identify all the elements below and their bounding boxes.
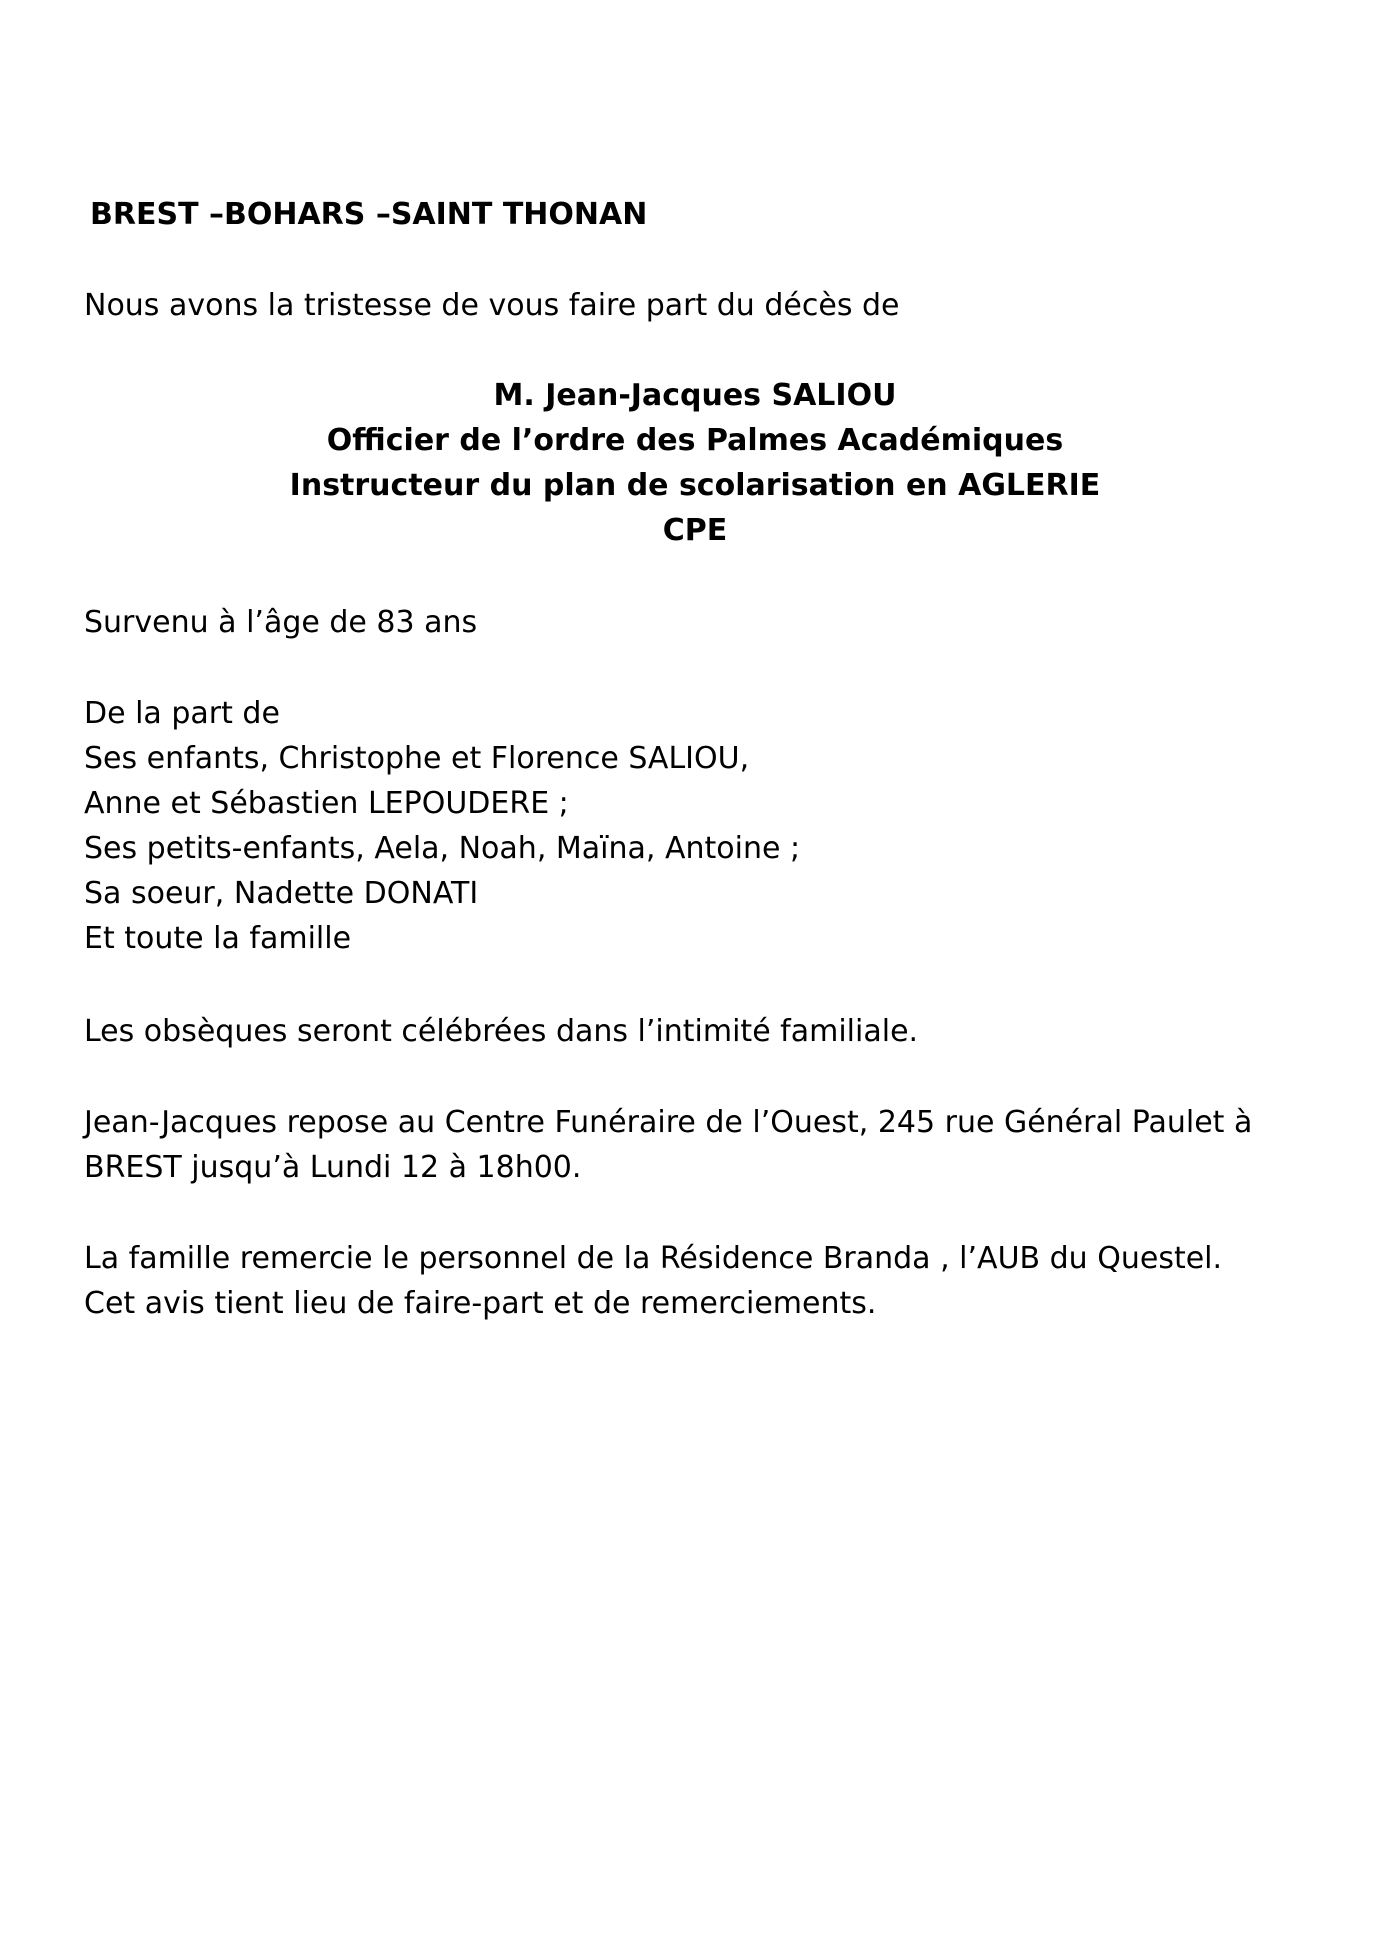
- thanks-line-2: Cet avis tient lieu de faire-part et de remerciements.: [84, 1286, 877, 1321]
- family-line: Et toute la famille: [84, 921, 352, 956]
- family-line: Ses petits-enfants, Aela, Noah, Maïna, Antoine ;: [84, 831, 801, 866]
- family-line: Ses enfants, Christophe et Florence SALIOU,: [84, 741, 750, 776]
- family-line: Sa soeur, Nadette DONATI: [84, 876, 479, 911]
- family-intro: De la part de: [84, 696, 280, 731]
- ceremony-text: Les obsèques seront célébrées dans l’intimité familiale.: [84, 1014, 919, 1049]
- thanks-line-1: La famille remercie le personnel de la Résidence Branda , l’AUB du Questel.: [84, 1241, 1223, 1276]
- intro-text: Nous avons la tristesse de vous faire part du décès de: [84, 288, 900, 323]
- repose-line-2: BREST jusqu’à Lundi 12 à 18h00.: [84, 1150, 582, 1185]
- deceased-title-2: Instructeur du plan de scolarisation en AGLERIE: [289, 468, 1101, 503]
- location-heading: BREST –BOHARS –SAINT THONAN: [90, 197, 648, 232]
- deceased-name: M. Jean-Jacques SALIOU: [493, 378, 897, 413]
- deceased-title-3: CPE: [662, 513, 728, 548]
- repose-line-1: Jean-Jacques repose au Centre Funéraire de l’Ouest, 245 rue Général Paulet à: [84, 1105, 1253, 1140]
- age-text: Survenu à l’âge de 83 ans: [84, 605, 478, 640]
- family-line: Anne et Sébastien LEPOUDERE ;: [84, 786, 569, 821]
- deceased-title-1: Officier de l’ordre des Palmes Académiques: [326, 423, 1064, 458]
